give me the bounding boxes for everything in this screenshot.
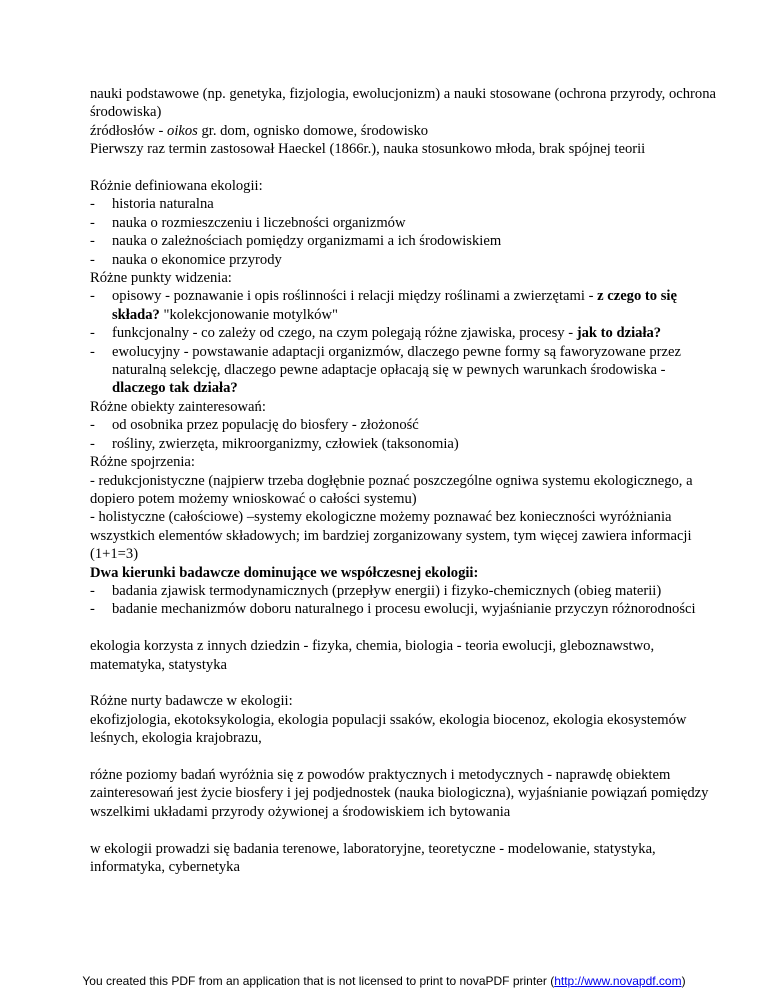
definition-item: - nauka o ekonomice przyrody <box>90 251 720 269</box>
direction-item: - badania zjawisk termodynamicznych (przepływ energii) i fizyko-chemicznych (obieg materii) <box>90 582 720 600</box>
definitions-heading: Różnie definiowana ekologii: <box>90 178 263 195</box>
novapdf-link[interactable]: http://www.novapdf.com <box>554 974 682 988</box>
intro-line-2 <box>90 122 720 140</box>
directions-heading: Dwa kierunki badawcze dominujące we współczesnej ekologii: <box>90 564 479 581</box>
definition-item: - historia naturalna <box>90 195 720 213</box>
document-body <box>90 85 720 876</box>
trends-list: ekofizjologia, ekotoksykologia, ekologia populacji ssaków, ekologia biocenoz, ekologia ekosystemów leśnych, ekologia krajobrazu, <box>90 711 687 747</box>
etymology-term: oikos <box>167 122 198 139</box>
intro-line-1: nauki podstawowe (np. genetyka, fizjologia, ewolucjonizm) a nauki stosowane (ochrona przyrody, ochrona środowiska) <box>90 86 716 121</box>
etymology-suffix: gr. dom, ognisko domowe, środowisko <box>197 122 429 139</box>
object-item: - rośliny, zwierzęta, mikroorganizmy, człowiek (taksonomia) <box>90 435 720 453</box>
research-methods: w ekologii prowadzi się badania terenowe, laboratoryjne, teoretyczne - modelowanie, statystyka, informatyka, cybernetyka <box>90 840 656 875</box>
trends-heading: Różne nurty badawcze w ekologii: <box>90 693 293 710</box>
definition-item: - nauka o zależnościach pomiędzy organizmami a ich środowiskiem <box>90 232 720 250</box>
intro-line-3: Pierwszy raz termin zastosował Haeckel (1866r.), nauka stosunkowo młoda, brak spójnej teorii <box>90 141 646 158</box>
definition-item: - nauka o rozmieszczeniu i liczebności organizmów <box>90 214 720 232</box>
license-footer: You created this PDF from an application that is not licensed to print to novaPDF printer (http://www.novapdf.com) <box>82 974 686 988</box>
viewpoints-heading: Różne punkty widzenia: <box>90 270 232 287</box>
etymology-prefix: źródłosłów - <box>90 122 168 139</box>
related-fields: ekologia korzysta z innych dziedzin - fizyka, chemia, biologia - teoria ewolucji, gleboznawstwo, matematyka, statystyka <box>90 638 655 673</box>
objects-heading: Różne obiekty zainteresowań: <box>90 398 266 415</box>
direction-item: - badanie mechanizmów doboru naturalnego i procesu ewolucji, wyjaśnianie przyczyn różnorodności <box>90 600 720 618</box>
approach-reductionist: - redukcjonistyczne (najpierw trzeba dogłębnie poznać poszczególne ogniwa systemu ekologicznego, a dopiero potem możemy wnioskować o całości systemu) <box>90 472 693 507</box>
object-item: - od osobnika przez populację do biosfery - złożoność <box>90 416 720 434</box>
viewpoint-descriptive: - opisowy - poznawanie i opis roślinności i relacji między roślinami a zwierzętami - z czego to się składa? "kolekcjonowanie motylków" <box>90 287 720 324</box>
viewpoint-functional: - funkcjonalny - co zależy od czego, na czym polegają różne zjawiska, procesy - jak to działa? <box>90 324 720 342</box>
research-levels: różne poziomy badań wyróżnia się z powodów praktycznych i metodycznych - naprawdę obiektem zainteresowań jest życie biosfery i jej podjednostek (nauka biologiczna), wyjaśnianie powiązań pomiędzy wszelkimi układami przyrody ożywionej a środowiskiem ich bytowania <box>90 766 709 820</box>
approach-holistic: - holistyczne (całościowe) –systemy ekologiczne możemy poznawać bez konieczności wyróżniania wszystkich elementów składowych; im bardziej zorganizowany system, tym więcej zawiera informacji (1+1=3) <box>90 509 692 563</box>
viewpoint-evolutionary: - ewolucyjny - powstawanie adaptacji organizmów, dlaczego pewne formy są faworyzowane przez naturalną selekcję, dlaczego pewne adaptacje opłacają się w pewnych warunkach środowiska - dlaczego tak działa? <box>90 343 720 398</box>
approaches-heading: Różne spojrzenia: <box>90 454 195 471</box>
